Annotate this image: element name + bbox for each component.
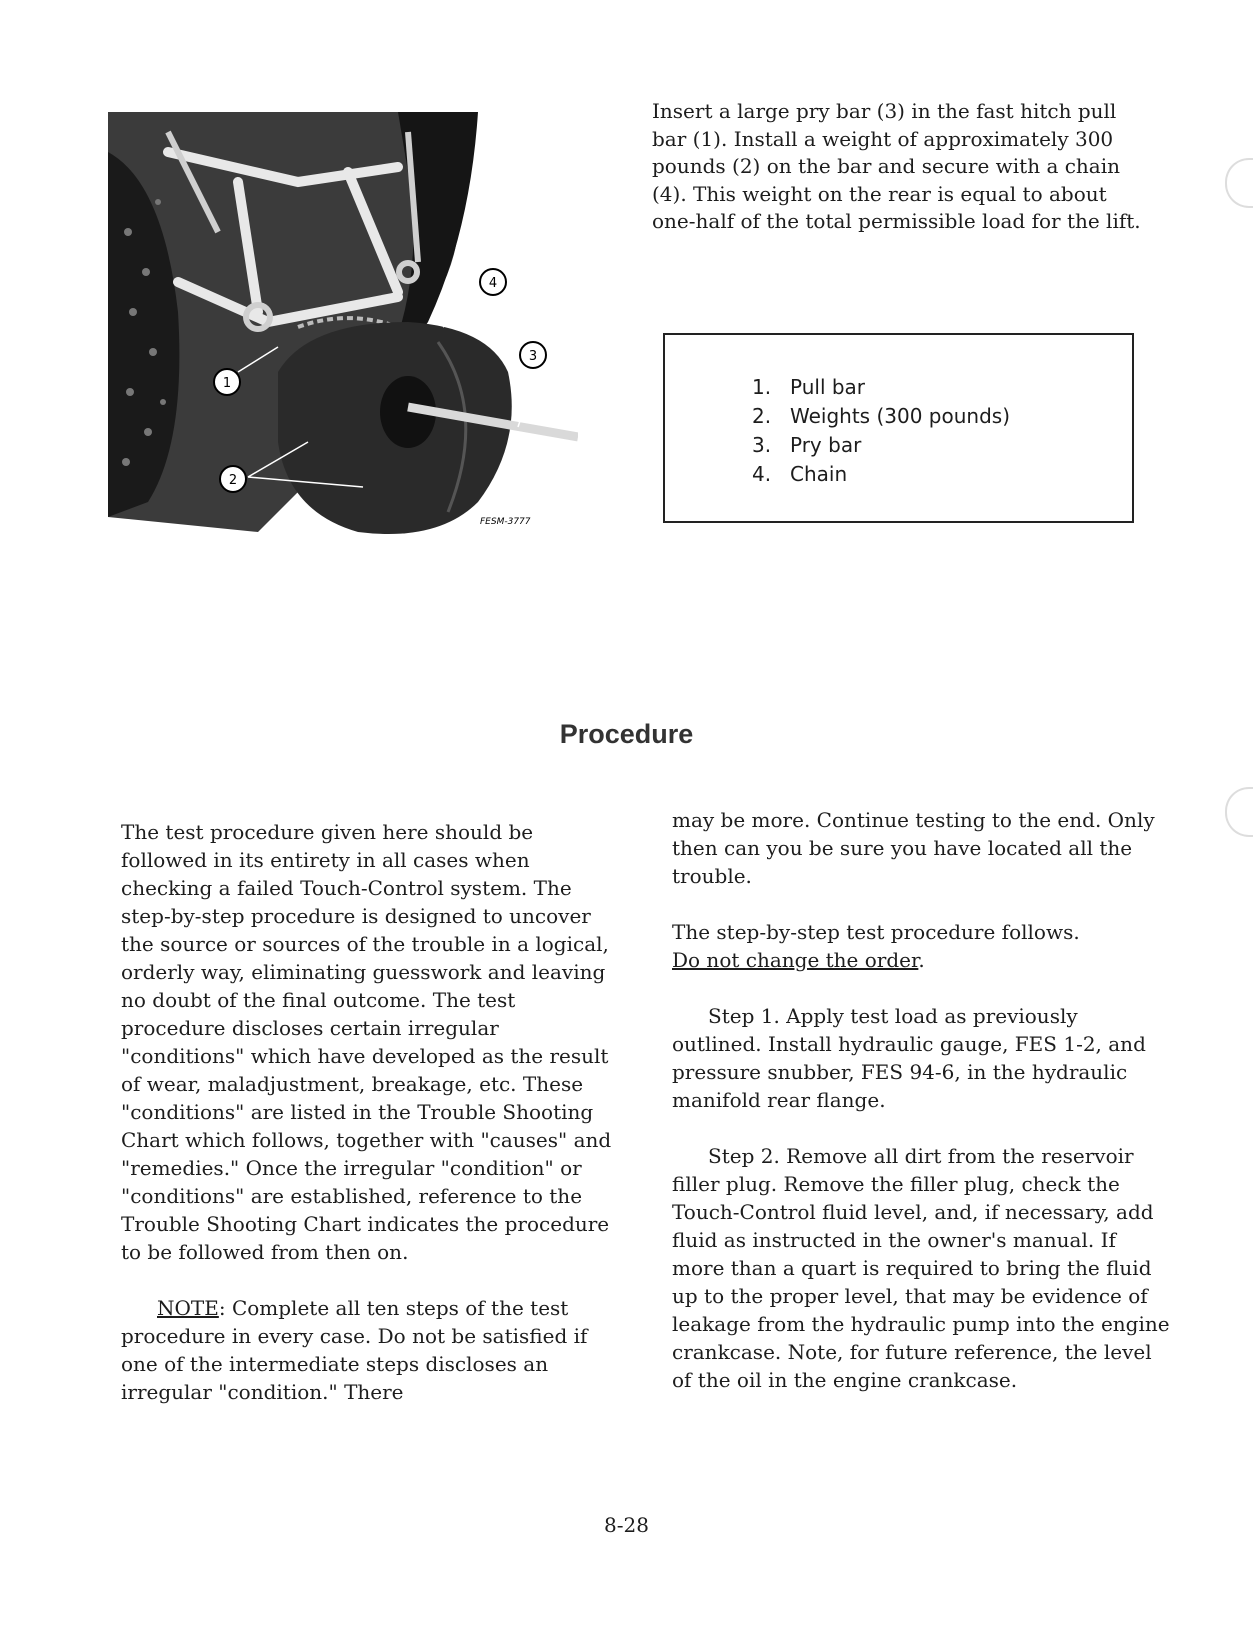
legend-item: 4. Chain: [752, 462, 848, 486]
legend-item: 1. Pull bar: [752, 375, 866, 399]
left-column: [121, 818, 621, 1406]
callout-3: 3: [528, 349, 538, 364]
order-warning: Do not change the order: [672, 948, 919, 972]
continuation-paragraph: may be more. Continue testing to the end. Only then can you be sure you have located all the trouble.: [672, 808, 1155, 888]
callout-1: 1: [222, 376, 232, 391]
callout-2: 2: [228, 473, 238, 488]
follows-paragraph: The step-by-step test procedure follows. Do not change the order.: [672, 920, 1080, 972]
legend-item: 3. Pry bar: [752, 433, 862, 457]
binder-hole-mark: [1225, 787, 1253, 837]
tractor-hitch-photo: [108, 112, 578, 552]
section-heading: Procedure: [559, 719, 694, 749]
callout-4: 4: [488, 276, 498, 291]
intro-paragraph: Insert a large pry bar (3) in the fast hitch pull bar (1). Install a weight of approximately 300 pounds (2) on the bar and secure with a chain (4). This weight on the rear is equal to about one-half of the total permissible load for the lift.: [652, 99, 1141, 233]
right-column: [672, 806, 1172, 1394]
legend-list: [752, 373, 1010, 489]
note-paragraph: [121, 1294, 621, 1406]
procedure-intro-paragraph: The test procedure given here should be followed in its entirety in all cases when checking a failed Touch-Control system. The step-by-step procedure is designed to uncover the source or sources of the trouble in a logical, orderly way, eliminating guesswork and leaving no doubt of the final outcome. The test procedure discloses certain irregular "conditions" which have developed as the result of wear, maladjustment, breakage, etc. These "conditions" are listed in the Trouble Shooting Chart which follows, together with "causes" and "remedies." Once the irregular "condition" or "conditions" are established, reference to the Trouble Shooting Chart indicates the procedure to be followed from then on.: [121, 820, 612, 1264]
step-2-paragraph: Step 2. Remove all dirt from the reservoir filler plug. Remove the filler plug, check the Touch-Control fluid level, and, if necessary, add fluid as instructed in the owner's manual. If more than a quart is required to bring the fluid up to the proper level, that may be evidence of leakage from the hydraulic pump into the engine crankcase. Note, for future reference, the level of the oil in the engine crankcase.: [672, 1144, 1170, 1392]
binder-hole-mark: [1225, 158, 1253, 208]
step-1-paragraph: Step 1. Apply test load as previously outlined. Install hydraulic gauge, FES 1-2, and pressure snubber, FES 94-6, in the hydraulic manifold rear flange.: [672, 1004, 1146, 1112]
note-label: NOTE: [157, 1296, 219, 1320]
page-number: 8-28: [604, 1513, 649, 1537]
legend-item: 2. Weights (300 pounds): [752, 404, 1010, 428]
legend-box: [663, 333, 1134, 523]
figure-code: FESM-3777: [480, 517, 531, 527]
note-text: : Complete all ten steps of the test procedure in every case. Do not be satisfied if one of the intermediate steps discloses an irregular "condition." There: [121, 1296, 588, 1404]
